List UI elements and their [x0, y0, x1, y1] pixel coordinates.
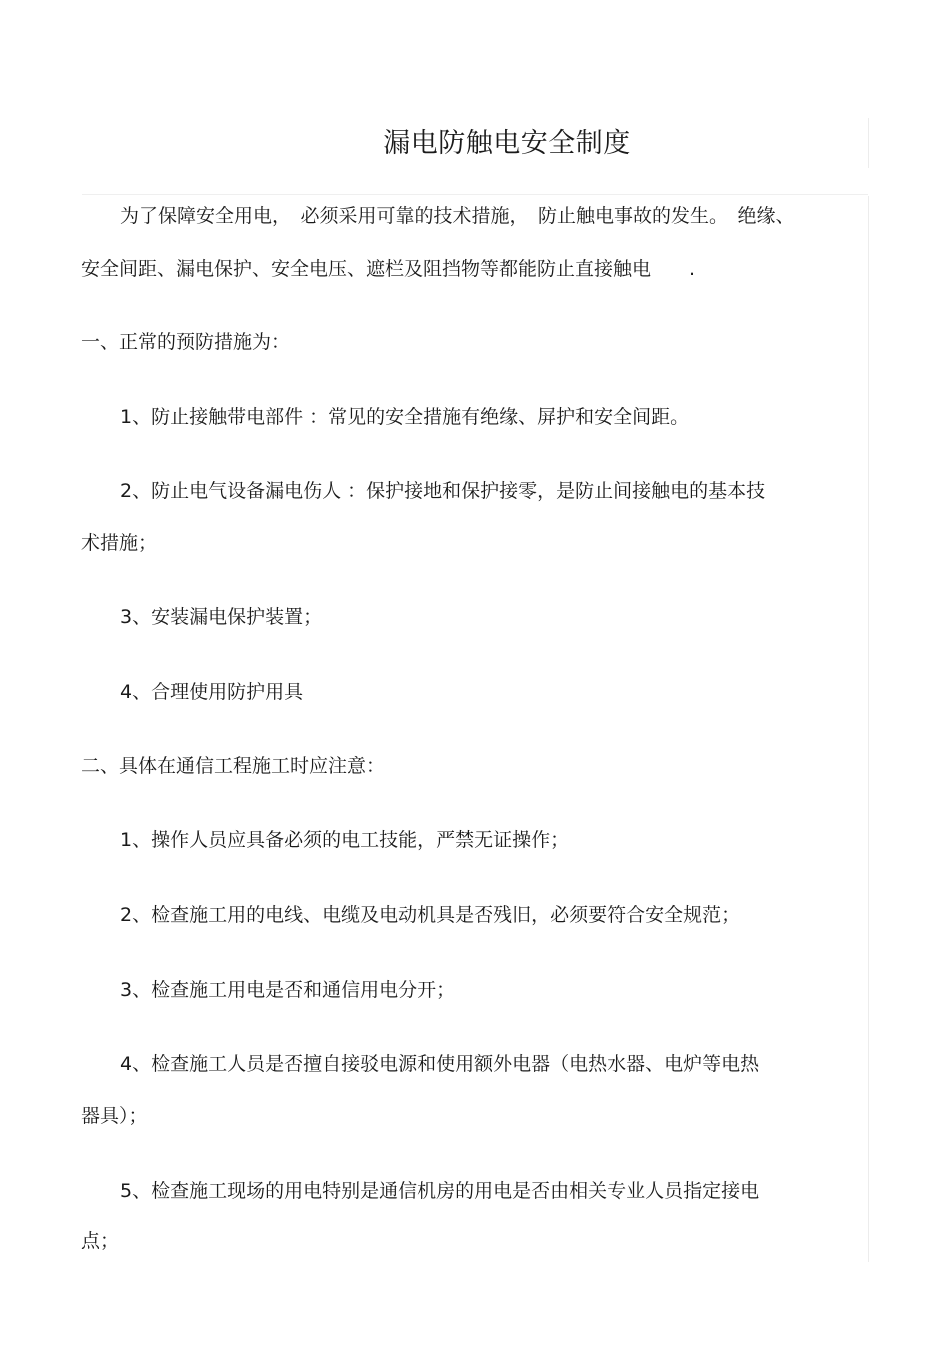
section-1-item-3: 3、安装漏电保护装置； — [120, 606, 323, 628]
section-2-item-1: 1、操作人员应具备必须的电工技能，严禁无证操作； — [120, 829, 570, 851]
intro-line-1: 为了保障安全用电， 必须采用可靠的技术措施， 防止触电事故的发生。 绝缘、 — [120, 205, 795, 227]
section-2-heading: 二、具体在通信工程施工时应注意： — [81, 755, 386, 777]
section-1-heading: 一、正常的预防措施为： — [81, 331, 291, 353]
page-title: 漏电防触电安全制度 — [383, 128, 631, 159]
section-2-item-4-cont: 器具）； — [81, 1105, 148, 1127]
section-1-item-1: 1、防止接触带电部件 ：常见的安全措施有绝缘、屏护和安全间距。 — [120, 406, 690, 428]
section-2-item-5-cont: 点； — [81, 1230, 120, 1252]
intro-line-2: 安全间距、漏电保护、安全电压、遮栏及阻挡物等都能防止直接触电 . — [81, 258, 696, 280]
section-1-item-2-cont: 术措施； — [81, 532, 158, 554]
section-2-item-5: 5、检查施工现场的用电特别是通信机房的用电是否由相关专业人员指定接电 — [120, 1180, 760, 1202]
section-2-item-4: 4、检查施工人员是否擅自接驳电源和使用额外电器（电热水器、电炉等电热 — [120, 1053, 760, 1075]
header-divider — [82, 194, 868, 195]
section-1-item-2: 2、防止电气设备漏电伤人 ：保护接地和保护接零，是防止间接触电的基本技 — [120, 480, 766, 502]
page-edge-line — [868, 196, 869, 1262]
section-1-item-4: 4、合理使用防护用具 — [120, 681, 304, 703]
section-2-item-3: 3、检查施工用电是否和通信用电分开； — [120, 979, 456, 1001]
section-2-item-2: 2、检查施工用的电线、电缆及电动机具是否残旧，必须要符合安全规范； — [120, 904, 741, 926]
